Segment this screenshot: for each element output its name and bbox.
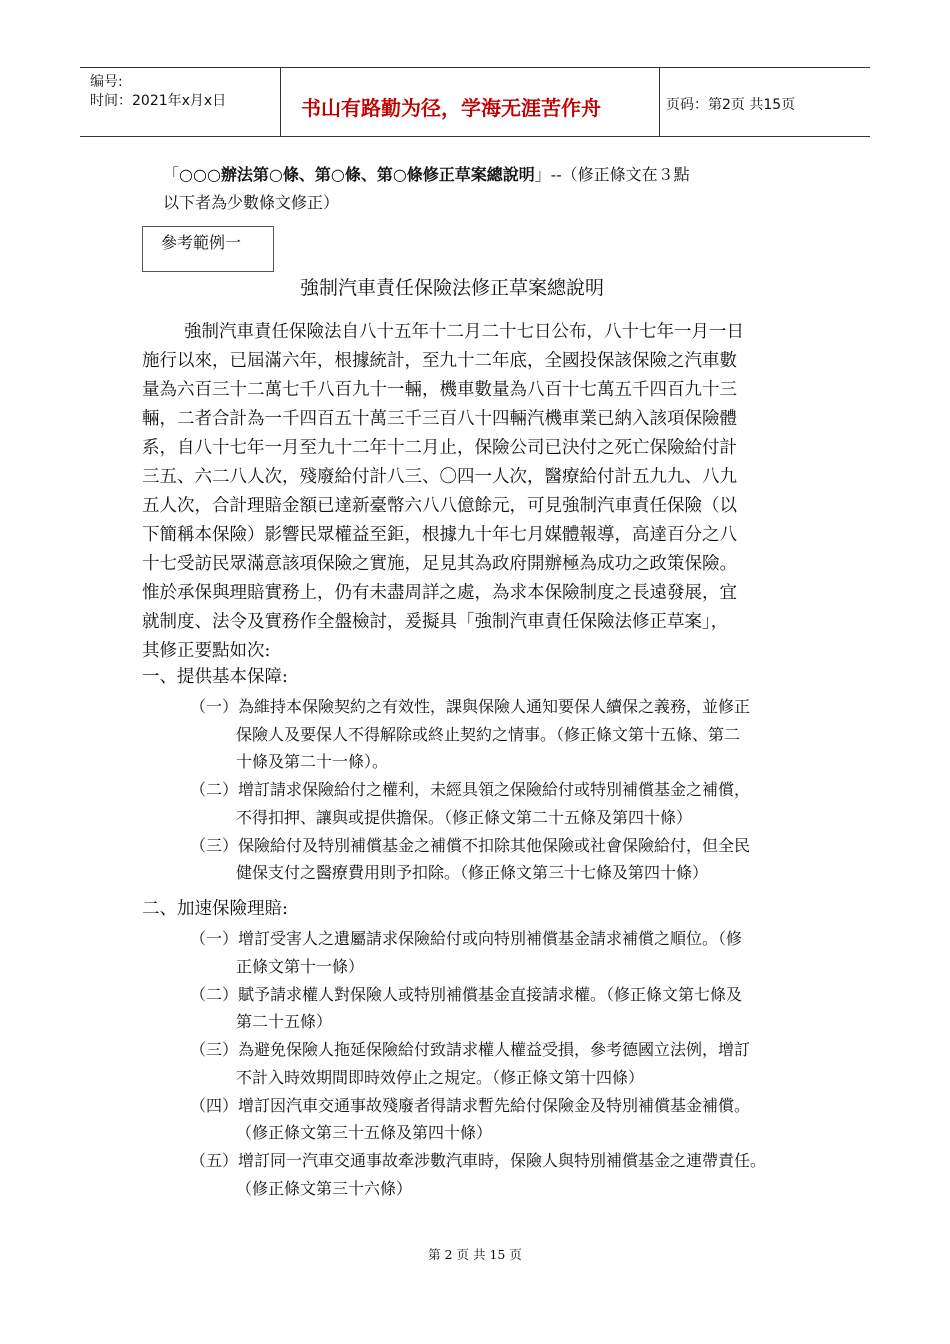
page-header [80, 67, 870, 137]
body-line: 就制度、法令及實務作全盤檢討，爰擬具「強制汽車責任保險法修正草案」， [142, 612, 729, 632]
reference-label: 參考範例一 [161, 233, 242, 252]
section-heading: 二、加速保險理賠: [142, 899, 288, 919]
section-item-line: 十條及第二十一條）。 [236, 752, 389, 771]
body-line: 量為六百三十二萬七千八百九十一輛，機車數量為八百十七萬五千四百九十三 [142, 380, 737, 400]
body-line: 強制汽車責任保險法自八十五年十二月二十七日公布，八十七年一月一日 [184, 322, 744, 342]
body-line: 系，自八十七年一月至九十二年十二月止，保險公司已決付之死亡保險給付計 [142, 438, 737, 458]
section-item-line: 正條文第十一條） [236, 956, 365, 976]
section-item-line: 不計入時效期間即時效停止之規定。（修正條文第十四條） [236, 1067, 645, 1087]
section-item-line: （四）增訂因汽車交通事故殘廢者得請求暫先給付保險金及特別補償基金補償。 [190, 1095, 751, 1115]
header-motto-cell [280, 68, 660, 136]
section-item-line: （一）為維持本保險契約之有效性，課與保險人通知要保人續保之義務，並修正 [190, 697, 751, 716]
body-line: 惟於承保與理賠實務上，仍有未盡周詳之處，為求本保險制度之長遠發展，宜 [142, 583, 737, 603]
section-item-line: 第二十五條） [236, 1012, 333, 1031]
section-item-line: 健保支付之醫療費用則予扣除。（修正條文第三十七條及第四十條） [236, 863, 709, 882]
section-item-line: （二）賦予請求權人對保險人或特別補償基金直接請求權。（修正條文第七條及 [190, 984, 743, 1004]
section-item-line: （三）保險給付及特別補償基金之補償不扣除其他保險或社會保險給付，但全民 [190, 835, 751, 855]
section-item-line: 保險人及要保人不得解除或終止契約之情事。（修正條文第十五條、第二 [236, 724, 741, 744]
section-item-line: （一）增訂受害人之遺屬請求保險給付或向特別補償基金請求補償之順位。（修 [190, 929, 743, 948]
intro-line-2: 以下者為少數條文修正） [163, 193, 340, 212]
body-line: 五人次，合計理賠金額已達新臺幣六八八億餘元，可見強制汽車責任保險（以 [142, 496, 737, 516]
section-item-line: （修正條文第三十六條） [236, 1178, 413, 1198]
body-line: 下簡稱本保險）影響民眾權益至鉅，根據九十年七月媒體報導，高達百分之八 [142, 525, 737, 545]
section-item-line: （修正條文第三十五條及第四十條） [236, 1123, 493, 1142]
section-item-line: （五）增訂同一汽車交通事故牽涉數汽車時，保險人與特別補償基金之連帶責任。 [190, 1151, 767, 1170]
body-line: 十七受訪民眾滿意該項保險之實施，足見其為政府開辦極為成功之政策保險。 [142, 554, 737, 574]
header-page-info: 页码：第2页 共15页 [666, 97, 796, 113]
intro-bold-title: ○○○辦法第○條、第○條、第○條修正草案總說明 [179, 165, 535, 184]
section-item-line: （二）增訂請求保險給付之權利，未經具領之保險給付或特別補償基金之補償， [190, 780, 751, 799]
section-item-line: （三）為避免保險人拖延保險給付致請求權人權益受損，參考德國立法例，增訂 [190, 1040, 751, 1059]
body-line: 輛，二者合計為一千四百五十萬三千三百八十四輛汽機車業已納入該項保險體 [142, 409, 737, 429]
time-label: 时间：2021年x月x日 [90, 93, 227, 109]
body-line: 其修正要點如次: [142, 641, 271, 661]
header-motto: 书山有路勤为径，学海无涯苦作舟 [301, 96, 601, 120]
section-heading: 一、提供基本保障: [142, 667, 288, 687]
intro-suffix: 」--（修正條文在３點 [534, 165, 690, 184]
reference-box [142, 226, 274, 272]
document-title: 強制汽車責任保險法修正草案總說明 [300, 277, 605, 299]
header-meta [80, 68, 280, 136]
intro-line-1 [163, 161, 690, 189]
section-item-line: 不得扣押、讓與或提供擔保。（修正條文第二十五條及第四十條） [236, 807, 693, 827]
intro-prefix: 「 [163, 165, 180, 184]
body-line: 三五、六二八人次，殘廢給付計八三、〇四一人次，醫療給付計五九九、八九 [142, 467, 737, 487]
page-footer: 第 2 页 共 15 页 [428, 1247, 522, 1262]
body-line: 施行以來，已屆滿六年，根據統計，至九十二年底，全國投保該保險之汽車數 [142, 351, 737, 371]
number-label: 编号: [90, 74, 123, 90]
